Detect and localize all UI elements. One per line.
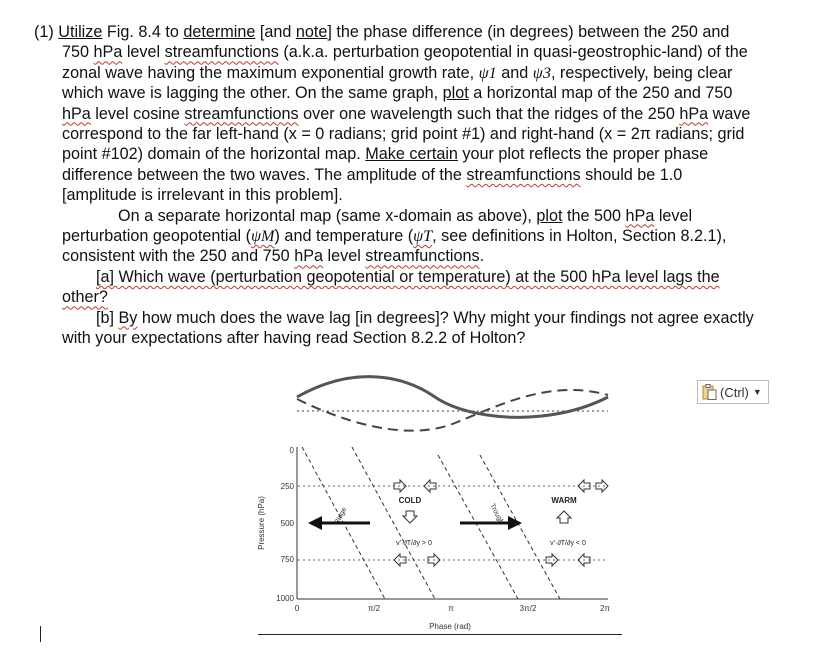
y-tick-500: 500 bbox=[280, 519, 294, 528]
left-arrowhead bbox=[308, 516, 322, 530]
wave-dashed bbox=[297, 390, 608, 431]
trough-label: Trough bbox=[488, 502, 505, 526]
y-axis-label: Pressure (hPa) bbox=[257, 496, 266, 550]
paragraph-b: [b] By how much does the wave lag [in degrees]? Why might your findings not agree exactly with your expectations after having read Section 8.2.2 of Holton? bbox=[62, 308, 754, 348]
trough-line-2 bbox=[480, 455, 560, 599]
cold-down-arrow bbox=[403, 511, 417, 523]
arrow-250-right-2 bbox=[596, 480, 608, 492]
x-tick-0: 0 bbox=[294, 604, 300, 613]
trough-line-1 bbox=[438, 455, 518, 599]
paste-options-label: (Ctrl) bbox=[720, 384, 749, 400]
y-tick-750: 750 bbox=[280, 555, 294, 564]
text-cursor bbox=[40, 626, 41, 642]
x-axis-label: Phase (rad) bbox=[429, 622, 471, 631]
x-tick-2pi: 2π bbox=[600, 604, 610, 613]
arrow-750-right-2 bbox=[546, 554, 558, 566]
figure-8-4 bbox=[250, 375, 620, 633]
warm-label: WARM bbox=[551, 496, 577, 505]
horizontal-rule bbox=[258, 634, 622, 635]
question-text bbox=[34, 22, 754, 349]
cold-label: COLD bbox=[398, 496, 422, 505]
paragraph-2: On a separate horizontal map (same x-domain as above), plot the 500 hPa level perturbation geopotential (ψM) and temperature (ψT, see definitions in Holton, Section 8.2.1), consistent with the 250 and 750 hPa level streamfunctions. bbox=[62, 206, 727, 266]
warm-up-arrow bbox=[557, 511, 571, 523]
y-tick-0: 0 bbox=[289, 446, 294, 455]
y-tick-250: 250 bbox=[280, 482, 294, 491]
paragraph-1: (1) Utilize Fig. 8.4 to determine [and note] the phase difference (in degrees) between the 250 and 750 hPa level streamfunctions (a.k.a. perturbation geopotential in quasi-geostrophic-land) of the zonal wave having the maximum exponential growth rate, ψ1 and ψ3, respectively, being clear which wave is lagging the other. On the same graph, plot a horizontal map of the 250 and 750 hPa level cosine streamfunctions over one wavelength such that the ridges of the 250 hPa wave correspond to the far left-hand (x = 0 radians; grid point #1) and right-hand (x = 2π radians; grid point #102) domain of the horizontal map. Make certain your plot reflects the proper phase difference between the two waves. The amplitude of the streamfunctions should be 1.0 [amplitude is irrelevant in this problem]. bbox=[34, 23, 751, 205]
paste-options-button[interactable] bbox=[697, 380, 769, 404]
x-tick-pi-2: π/2 bbox=[367, 604, 381, 613]
paragraph-a: [a] Which wave (perturbation geopotential or temperature) at the 500 hPa level lags the other? bbox=[62, 267, 720, 307]
ridge-label: Ridge bbox=[333, 506, 349, 526]
clipboard-icon bbox=[702, 384, 717, 400]
cold-equation: v'·∂T/∂y > 0 bbox=[396, 540, 432, 547]
warm-equation: v'·∂T/∂y < 0 bbox=[550, 540, 586, 547]
x-tick-3pi-2: 3π/2 bbox=[519, 604, 537, 613]
y-tick-1000: 1000 bbox=[276, 594, 294, 603]
x-tick-pi: π bbox=[448, 604, 454, 613]
chevron-down-icon: ▼ bbox=[752, 387, 762, 397]
